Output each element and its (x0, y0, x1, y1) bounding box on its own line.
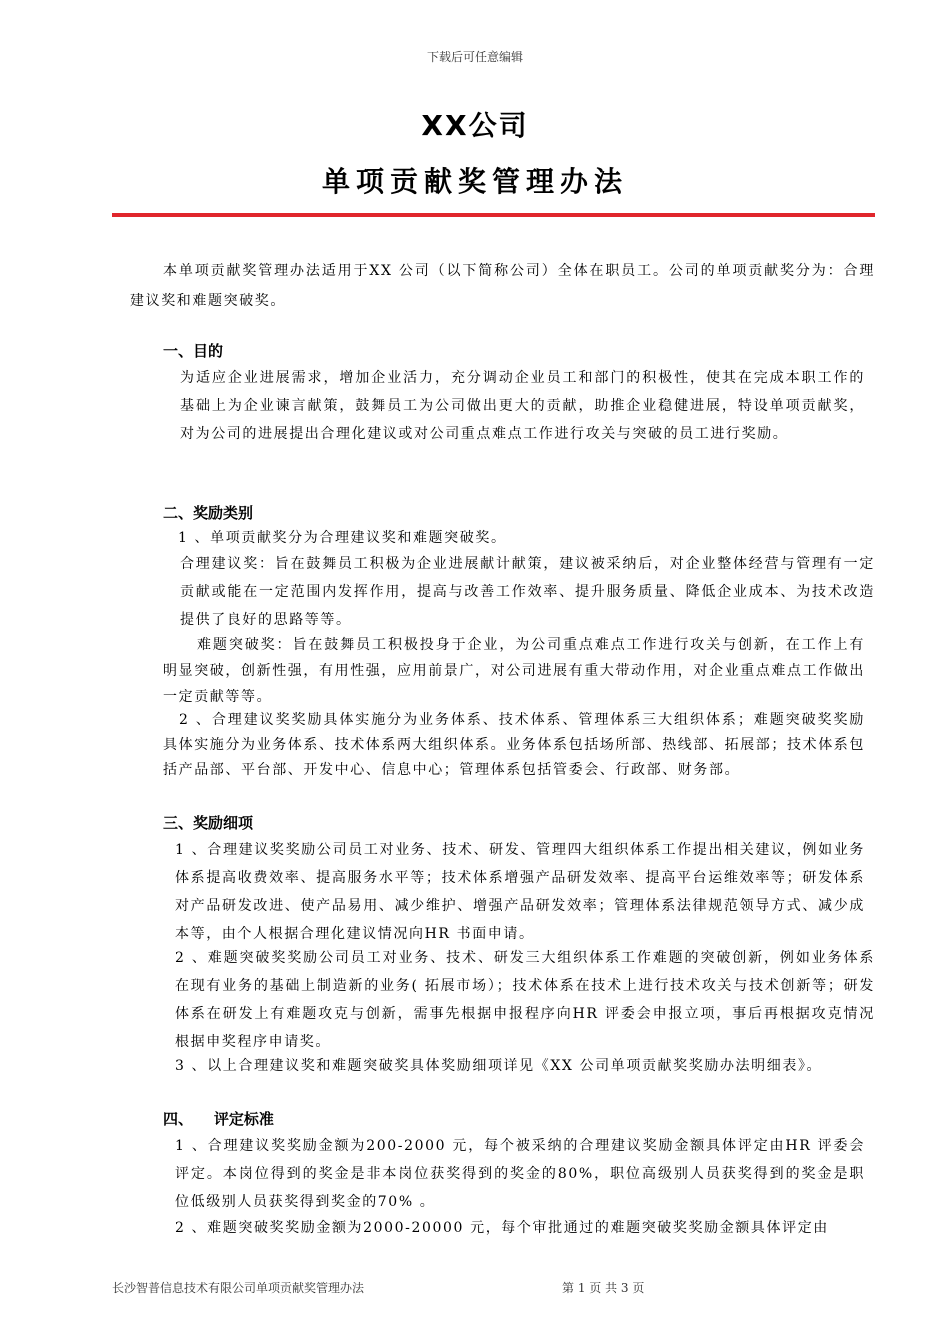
footer-page-number: 第 1 页 共 3 页 (562, 1281, 645, 1295)
award-types-item-1: 1 、单项贡献奖分为合理建议奖和难题突破奖。 (178, 530, 507, 546)
award-types-suggestion: 合理建议奖：旨在鼓舞员工积极为企业进展献计献策，建议被采纳后，对企业整体经营与管理有一定贡献或能在一定范围内发挥作用，提高与改善工作效率、提升服务质量、降低企业成本、为技术改造提供了良好的思路等等。 (180, 556, 875, 628)
document-title: 单项贡献奖管理办法 (321, 165, 628, 198)
purpose-paragraph: 为适应企业进展需求，增加企业活力，充分调动企业员工和部门的积极性，使其在完成本职工作的基础上为企业谏言献策，鼓舞员工为公司做出更大的贡献，助推企业稳健进展，特设单项贡献奖，对为公司的进展提出合理化建议或对公司重点难点工作进行攻关与突破的员工进行奖励。 (180, 370, 865, 442)
award-details-item-1: 1 、合理建议奖奖励公司员工对业务、技术、研发、管理四大组织体系工作提出相关建议，例如业务体系提高收费效率、提高服务水平等；技术体系增强产品研发效率、提高平台运维效率等；研发体系对产品研发改进、使产品易用、减少维护、增强产品研发效率；管理体系法律规范领导方式、减少成本等，由个人根据合理化建议情况向HR 书面申请。 (175, 842, 865, 942)
footer-company-doc: 长沙智普信息技术有限公司单项贡献奖管理办法 (112, 1281, 365, 1295)
award-details-item-3: 3 、以上合理建议奖和难题突破奖具体奖励细项详见《XX 公司单项贡献奖奖励办法明细表》。 (175, 1058, 823, 1074)
intro-paragraph: 本单项贡献奖管理办法适用于XX 公司（以下简称公司）全体在职员工。公司的单项贡献奖分为：合理建议奖和难题突破奖。 (130, 263, 875, 309)
criteria-item-2: 2 、难题突破奖奖励金额为2000-20000 元，每个审批通过的难题突破奖奖励金额具体评定由 (175, 1220, 829, 1236)
section-heading-award-details: 三、奖励细项 (163, 814, 254, 832)
award-details-item-2: 2 、难题突破奖奖励公司员工对业务、技术、研发三大组织体系工作难题的突破创新，例如业务体系在现有业务的基础上制造新的业务( 拓展市场）；技术体系在技术上进行技术攻关与技术创新等；研发体系在研发上有难题攻克与创新，需事先根据申报程序向HR 评委会申报立项，事后再根据攻克情况根据申奖程序申请奖。 (175, 950, 875, 1050)
document-title-company: XX公司 (421, 109, 529, 142)
section-heading-purpose: 一、目的 (163, 342, 224, 360)
award-types-breakthrough: 难题突破奖：旨在鼓舞员工积极投身于企业，为公司重点难点工作进行攻关与创新，在工作上有明显突破，创新性强，有用性强，应用前景广，对公司进展有重大带动作用，对企业重点难点工作做出一定贡献等等。 (163, 637, 865, 705)
award-types-item-2: 2 、合理建议奖奖励具体实施分为业务体系、技术体系、管理体系三大组织体系；难题突破奖奖励具体实施分为业务体系、技术体系两大组织体系。业务体系包括场所部、热线部、拓展部；技术体系包括产品部、平台部、开发中心、信息中心；管理体系包括管委会、行政部、财务部。 (163, 712, 865, 778)
page-header-note: 下载后可任意编辑 (426, 50, 523, 64)
section-heading-criteria: 四、 评定标准 (163, 1110, 274, 1128)
criteria-item-1: 1 、合理建议奖奖励金额为200-2000 元，每个被采纳的合理建议奖励金额具体评定由HR 评委会评定。本岗位得到的奖金是非本岗位获奖得到的奖金的80%，职位高级别人员获奖得到的奖金是职位低级别人员获奖得到奖金的70% 。 (175, 1138, 865, 1210)
section-heading-award-types: 二、奖励类别 (163, 504, 254, 522)
title-divider (112, 213, 875, 217)
